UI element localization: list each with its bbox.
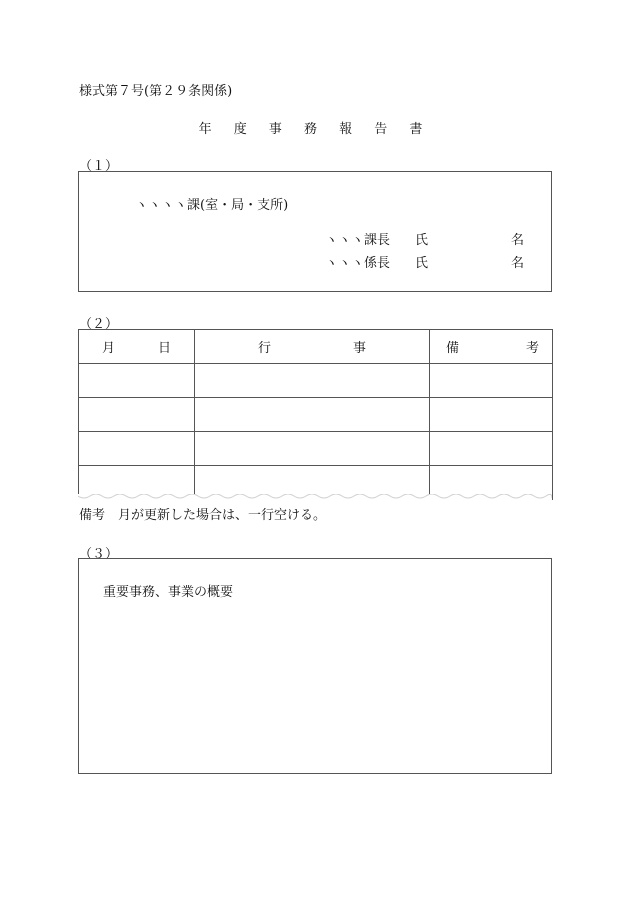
cell-date[interactable] xyxy=(79,432,195,466)
cell-event[interactable] xyxy=(195,432,430,466)
signature-title: ヽヽヽ係長 xyxy=(325,256,391,271)
header-note-part1: 備 xyxy=(446,341,460,356)
signature-given-name-label: 名 xyxy=(511,256,525,271)
header-date xyxy=(79,330,195,364)
schedule-table xyxy=(78,329,553,500)
page-title: 年 度 事 務 報 告 書 xyxy=(198,122,432,137)
department-name: ヽヽヽヽ課(室・局・支所) xyxy=(135,198,289,213)
cell-note[interactable] xyxy=(430,432,553,466)
cell-note[interactable] xyxy=(430,364,553,398)
cell-date[interactable] xyxy=(79,364,195,398)
signature-surname-label: 氏 xyxy=(415,256,429,271)
signature-row-section-chief xyxy=(325,229,524,248)
section3-label: （３） xyxy=(79,547,119,562)
form-number: 様式第７号(第２９条関係) xyxy=(79,84,233,99)
signature-surname-label: 氏 xyxy=(415,233,429,248)
section2-label: （２） xyxy=(79,317,119,332)
header-date-day: 日 xyxy=(157,341,171,356)
header-event-part2: 事 xyxy=(352,341,366,356)
cell-note[interactable] xyxy=(430,398,553,432)
cell-date[interactable] xyxy=(79,398,195,432)
section1-box xyxy=(78,171,552,292)
signature-row-subsection-chief xyxy=(325,252,524,271)
signature-given-name-label: 名 xyxy=(511,233,525,248)
overview-heading: 重要事務、事業の概要 xyxy=(103,585,234,600)
header-event xyxy=(195,330,430,364)
table-remark: 備考 月が更新した場合は、一行空ける。 xyxy=(79,508,327,523)
table-continuation-break xyxy=(78,494,552,502)
section1-label: （１） xyxy=(79,159,119,174)
table-row xyxy=(79,432,553,466)
header-date-month: 月 xyxy=(102,341,116,356)
table-row xyxy=(79,364,553,398)
signature-title: ヽヽヽ課長 xyxy=(325,233,391,248)
cell-event[interactable] xyxy=(195,398,430,432)
cell-event[interactable] xyxy=(195,364,430,398)
header-event-part1: 行 xyxy=(258,341,272,356)
header-note-part2: 考 xyxy=(525,341,539,356)
header-note xyxy=(430,330,553,364)
table-header-row xyxy=(79,330,553,364)
table-row xyxy=(79,398,553,432)
section3-box[interactable] xyxy=(78,558,552,774)
